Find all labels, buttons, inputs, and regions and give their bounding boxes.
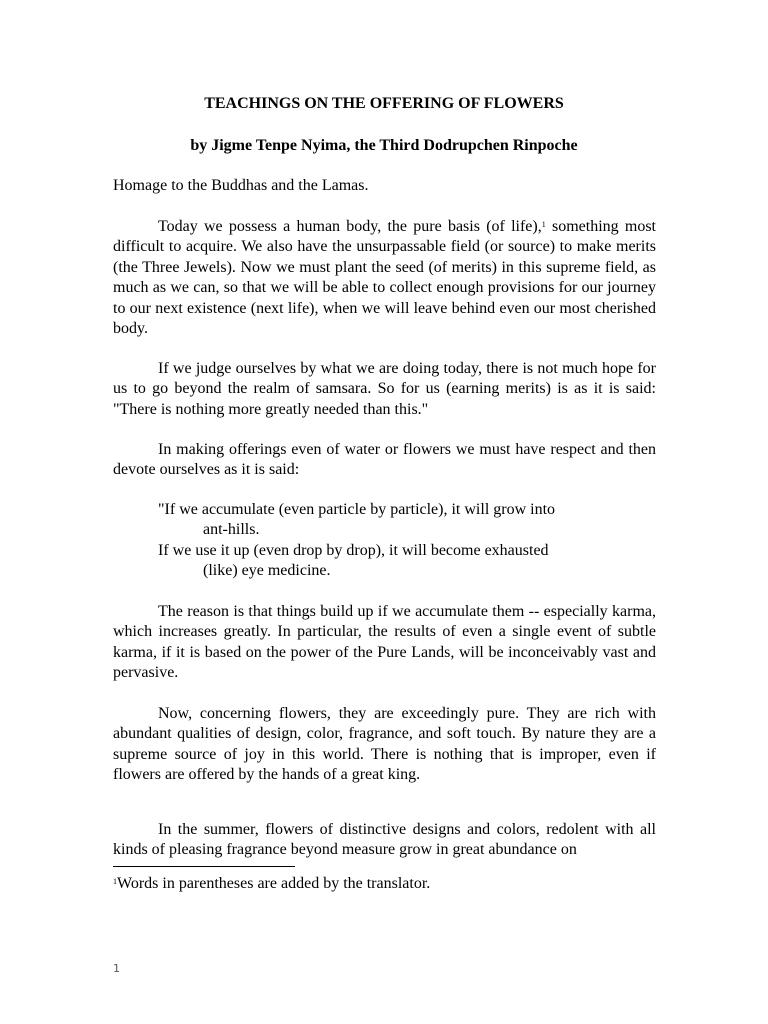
verse-line-1-continuation: ant-hills. <box>203 521 260 539</box>
paragraph-3: In making offerings even of water or flowers we must have respect and then devote ourselves as it is said: <box>113 441 656 479</box>
homage-line: Homage to the Buddhas and the Lamas. <box>113 177 369 194</box>
quoted-verse <box>158 500 638 582</box>
footnote <box>113 874 430 894</box>
paragraph-5: Now, concerning flowers, they are exceedingly pure. They are rich with abundant qualities of design, color, fragrance, and soft touch. By nature they are a supreme source of joy in this world. There is nothing that is improper, even if flowers are offered by the hands of a great king. <box>113 705 656 784</box>
paragraph-1-text-b: something most difficult to acquire. We also have the unsurpassable field (or source) to make merits (the Three Jewels). Now we must plant the seed (of merits) in this supreme field, as much as we can, so that we will be able to collect enough provisions for our journey to our next existence (next life), when we will leave behind even our most cherished body. <box>113 218 656 338</box>
author-byline: by Jigme Tenpe Nyima, the Third Dodrupchen Rinpoche <box>190 137 578 154</box>
footnote-text: Words in parentheses are added by the translator. <box>117 875 431 892</box>
paragraph-4: The reason is that things build up if we accumulate them -- especially karma, which increases greatly. In particular, the results of even a single event of subtle karma, if it is based on the power of the Pure Lands, will be inconceivably vast and pervasive. <box>113 603 656 682</box>
verse-line-1: "If we accumulate (even particle by particle), it will grow into <box>158 501 556 518</box>
paragraph-1 <box>113 217 656 339</box>
paragraph-6: In the summer, flowers of distinctive designs and colors, redolent with all kinds of pleasing fragrance beyond measure grow in great abundance on <box>113 821 656 859</box>
page-title: TEACHINGS ON THE OFFERING OF FLOWERS <box>204 95 564 112</box>
verse-line-2: If we use it up (even drop by drop), it will become exhausted <box>158 541 549 559</box>
paragraph-1-text-a: Today we possess a human body, the pure basis (of life), <box>158 218 542 235</box>
footnote-divider <box>113 866 295 867</box>
paragraph-2: If we judge ourselves by what we are doing today, there is not much hope for us to go beyond the realm of samsara. So for us (earning merits) is as it is said: "There is nothing more greatly needed than this." <box>113 360 656 418</box>
verse-line-2-continuation: (like) eye medicine. <box>203 562 331 580</box>
footnote-reference: 1 <box>541 220 546 229</box>
footnote-marker: 1 <box>113 877 117 886</box>
page-number: 1 <box>113 962 120 975</box>
